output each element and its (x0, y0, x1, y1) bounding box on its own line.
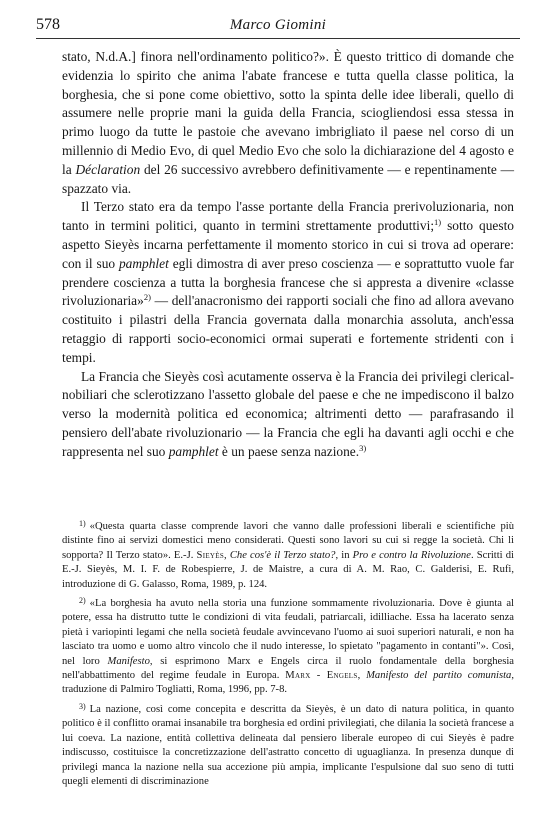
footnote-1-title: Che cos'è il Terzo stato? (229, 549, 336, 561)
paragraph-3 (62, 368, 514, 462)
footnote-ref-3[interactable]: 3) (359, 442, 367, 453)
footnote-1-book-title: Pro e contro la Rivoluzione (352, 549, 471, 561)
footnote-2-book-title: Manifesto del partito comunista (366, 670, 512, 682)
paragraph-3-text-b: è un paese senza nazione. (218, 443, 360, 459)
footnotes (62, 520, 514, 794)
declaration-italic: Déclaration (75, 161, 141, 177)
footnote-2-manifesto: Manifesto (107, 655, 150, 667)
footnote-3 (62, 703, 514, 789)
footnote-2-number: 2) (79, 596, 86, 606)
running-head: Marco Giomini (229, 17, 327, 33)
footnote-3-text: La nazione, così come concepita e descritta da Sieyès, è un dato di natura politica, in quanto politico è il conflitto oramai insanabile tra borghesia ed ordini privilegiati, che dilania la società francese a lui coeva. La nazione, entità collettiva delineata dal pensiero liberale europeo di cui Sieyès è padre indiscusso, costituisce la concretizzazione dell'astratto concetto di uguaglianza. In presenza dunque di privilegi manca la nazione nella sua accezione più ampia, implicante l'espulsione dal suo seno di tutti quegli elementi di discriminazione (62, 703, 514, 787)
paragraph-2 (62, 198, 514, 367)
pamphlet-italic: pamphlet (118, 255, 169, 271)
footnote-2 (62, 597, 514, 698)
paragraph-2-text-d: — dell'anacronismo dei rapporti sociali che fino ad allora avevano costituito i pilastri della Francia governata dalla monarchia assoluta, anch'essa retaggio di rapporti socio-economici ormai superati e fortemente stridenti con i tempi. (62, 293, 514, 365)
footnote-1-number: 1) (79, 519, 86, 528)
page-header (36, 14, 520, 39)
paragraph-1 (62, 48, 514, 198)
footnote-1-text-d: . Scritti di E.-J. Sieyès, M. I. F. de Robespierre, J. de Maistre, a cura di A. M. Rao, C. Galderisi, E. Rufi, introduzione di G. Galasso, Roma, 1989, p. 124. (62, 549, 514, 590)
footnote-2-text-d: , traduzione di Palmiro Togliatti, Roma, 1996, pp. 7-8. (62, 670, 514, 696)
footnote-1-text-c: , in (335, 549, 353, 561)
body-text (62, 48, 514, 462)
paragraph-2-text-b: sotto questo aspetto Sieyès incarna perfettamente il momento storico in cui si trova ad operare: con il suo (62, 218, 514, 271)
paragraph-2-text-c: egli dimostra di aver preso coscienza — e soprattutto vuole far prendere coscienza a tutta la borghesia francese che si appresta a divenire «classe rivoluzionaria» (62, 255, 514, 309)
page-number: 578 (36, 16, 60, 33)
footnote-1-author: Sieyès (196, 549, 225, 561)
footnote-1-text-b: , (224, 549, 230, 561)
paragraph-3-text-a: La Francia che Sieyès così acutamente osserva è la Francia dei privilegi clerical-nobiliari che sclerotizzano l'assetto globale del paese e che ne impediscono il balzo verso la modernità politica ed economica; altrimenti detto — parafrasando il pensiero dell'abate rivoluzionario — la Francia che egli ha davanti agli occhi e che rappresenta nel suo (62, 368, 514, 459)
footnote-1-text-a: «Questa quarta classe comprende lavori che vanno dalle professioni liberali e scientifiche più distinte fino ai servizi domestici meno considerati. Questi sono lavori su cui si regge la società. Chi li sopporta? Il Terzo stato». E.-J. (62, 521, 514, 561)
paragraph-2-text-a: Il Terzo stato era da tempo l'asse portante della Francia prerivoluzionaria, non tanto in termini politici, quanto in termini strettamente produttivi; (62, 199, 514, 234)
paragraph-1-end: del 26 successivo avrebbero definitivamente — e repentinamente — spazzato via. (62, 161, 515, 196)
footnote-ref-1[interactable]: 1) (434, 217, 442, 228)
footnote-1 (62, 520, 514, 592)
footnote-ref-2[interactable]: 2) (143, 292, 151, 303)
paragraph-1-text: stato, N.d.A.] finora nell'ordinamento politico?». È questo trittico di domande che evidenzia lo spirito che anima l'abate francese e tutta quella classe politica, la borghesia, che si pone come obiettivo, sotto la spinta delle idee liberali, quello di assumere nelle proprie mani la guida della Francia, sciogliendosi essa stessa in primo luogo da tutte le pastoie che avevano imbrigliato il paese nel corso di un millennio di Medio Evo, di quel Medio Evo che solo la dichiarazione del 4 agosto e la (62, 49, 514, 177)
footnote-2-text-a: «La borghesia ha avuto nella storia una funzione sommamente rivoluzionaria. Dove è giunta al potere, essa ha distrutto tutte le condizioni di vita feudali, patriarcali, idilliache. Essa ha lacerato senza pietà i variopinti legami che nella società feudale avvincevano l'uomo ai suoi superiori naturali, e non ha lasciato tra uomo e uomo altro vincolo che il nudo interesse, lo spietato "pagamento in contanti"». Così, nel loro (62, 598, 514, 667)
pamphlet-italic-2: pamphlet (168, 443, 219, 459)
footnote-2-text-c: , (357, 670, 367, 682)
footnote-2-text-b: , si esprimono Marx e Engels circa il ruolo fondamentale della borghesia nell'abbattimento del regime feudale in Europa. (62, 655, 515, 682)
footnote-3-number: 3) (79, 701, 86, 711)
footnote-2-authors: Marx - Engels (285, 670, 358, 682)
